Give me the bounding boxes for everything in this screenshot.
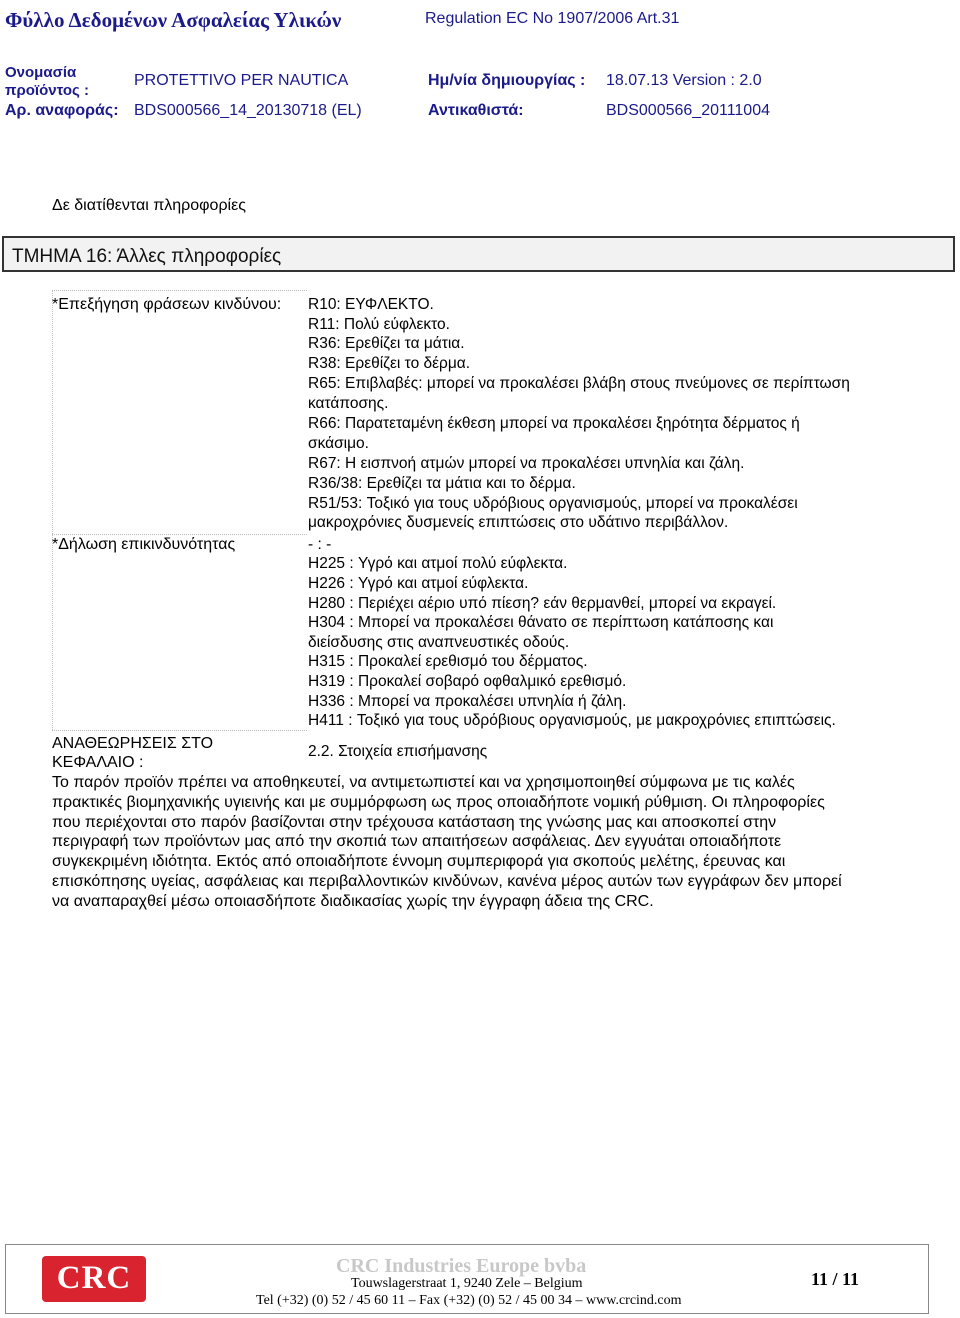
hazard-statement-line: - : - — [308, 536, 332, 553]
disclaimer-line: πρακτικές βιομηχανικής υγιεινής και με συμμόρφωση ως προς οποιαδήποτε νομική ρύθμιση. Οι πληροφορίες — [52, 793, 825, 811]
company-contact: Tel (+32) (0) 52 / 45 60 11 – Fax (+32) (0) 52 / 45 00 34 – www.crcind.com — [256, 1293, 682, 1308]
disclaimer-line: επισκόπησης υγείας, ασφάλειας και περιβαλλοντικών κινδύνων, κανένα μέρος αυτών των εγγράφων δεν μπορεί — [52, 872, 842, 890]
hazard-statement-line: H304 : Μπορεί να προκαλέσει θάνατο σε περίπτωση κατάποσης και — [308, 614, 774, 631]
hazard-statement-line: διείσδυσης στις αναπνευστικές οδούς. — [308, 634, 570, 651]
no-information-text: Δε διατίθενται πληροφορίες — [52, 197, 246, 214]
risk-phrase-line: R10: ΕΥΦΛΕΚΤΟ. — [308, 296, 434, 313]
logo-text: CRC — [56, 1260, 132, 1296]
page-number: 11 / 11 — [811, 1269, 860, 1289]
disclaimer-line: να αναπαραχθεί μέσω οποιασδήποτε διαδικασίας χωρίς την έγγραφη άδεια της CRC. — [52, 892, 654, 910]
creation-date: 18.07.13 Version : 2.0 — [606, 72, 762, 89]
risk-phrase-line: μακροχρόνιες δυσμενείς επιπτώσεις στο υδάτινο περιβάλλον. — [308, 514, 729, 531]
table-divider — [52, 290, 307, 291]
replaces-number: BDS000566_20111004 — [606, 102, 770, 119]
risk-phrase-line: R66: Παρατεταμένη έκθεση μπορεί να προκαλέσει ξηρότητα δέρματος ή — [308, 415, 800, 432]
section-title: ΤΜΗΜΑ 16: Άλλες πληροφορίες — [12, 246, 282, 267]
table-divider — [52, 534, 307, 535]
risk-phrase-line: R67: Η εισπνοή ατμών μπορεί να προκαλέσει υπνηλία και ζάλη. — [308, 455, 745, 472]
section-16-header — [2, 236, 955, 272]
product-name-label: Ονομασία προϊόντος : — [5, 64, 90, 99]
page-footer — [5, 1244, 929, 1314]
document-header — [0, 0, 960, 128]
disclaimer-line: συγκεκριμένη ιδιότητα. Εκτός από οποιαδήποτε έννομη συμπεριφορά για σκοπούς μελέτης, έρευνας και — [52, 853, 786, 871]
reference-number: BDS000566_14_20130718 (EL) — [134, 102, 362, 119]
product-name: PROTETTIVO PER NAUTICA — [134, 72, 349, 89]
risk-phrase-line: R38: Ερεθίζει το δέρμα. — [308, 355, 471, 372]
creation-date-label: Ημ/νία δημιουργίας : — [428, 72, 586, 89]
hazard-statement-line: H225 : Υγρό και ατμοί πολύ εύφλεκτα. — [308, 555, 568, 572]
table-divider — [52, 290, 53, 730]
hazard-statement-line: H315 : Προκαλεί ερεθισμό του δέρματος. — [308, 653, 588, 670]
revisions-value: 2.2. Στοιχεία επισήμανσης — [308, 743, 488, 760]
hazard-statements-label: *Δήλωση επικινδυνότητας — [52, 536, 236, 553]
hazard-statement-line: H319 : Προκαλεί σοβαρό οφθαλμικό ερεθισμό. — [308, 673, 627, 690]
risk-phrase-line: R11: Πολύ εύφλεκτο. — [308, 316, 450, 333]
hazard-statement-line: H336 : Μπορεί να προκαλέσει υπνηλία ή ζάλη. — [308, 693, 627, 710]
reference-label: Αρ. αναφοράς: — [5, 102, 119, 119]
hazard-statement-line: H280 : Περιέχει αέριο υπό πίεση? εάν θερμανθεί, μπορεί να εκραγεί. — [308, 595, 777, 612]
risk-phrases-label: *Επεξήγηση φράσεων κινδύνου: — [52, 296, 282, 313]
disclaimer-paragraph — [52, 773, 912, 912]
regulation-reference: Regulation EC No 1907/2006 Art.31 — [425, 10, 680, 27]
risk-phrase-line: R36: Ερεθίζει τα μάτια. — [308, 335, 465, 352]
crc-logo — [42, 1256, 146, 1302]
hazard-statement-line: H226 : Υγρό και ατμοί εύφλεκτα. — [308, 575, 529, 592]
replaces-label: Αντικαθιστά: — [428, 102, 524, 119]
disclaimer-line: που περιέχονται στο παρόν βασίζονται στην τρέχουσα κατάσταση της γνώσης μας και αποσκοπεί στην — [52, 813, 777, 831]
hazard-statement-line: H411 : Τοξικό για τους υδρόβιους οργανισμούς, με μακροχρόνιες επιπτώσεις. — [308, 712, 836, 729]
document-title: Φύλλο Δεδομένων Ασφαλείας Υλικών — [5, 8, 342, 32]
company-name: CRC Industries Europe bvba — [336, 1255, 587, 1277]
revisions-label: ΑΝΑΘΕΩΡΗΣΕΙΣ ΣΤΟ ΚΕΦΑΛΑΙΟ : — [52, 735, 214, 771]
risk-phrase-line: R51/53: Τοξικό για τους υδρόβιους οργανισμούς, μπορεί να προκαλέσει — [308, 495, 798, 512]
risk-phrase-line: R65: Επιβλαβές: μπορεί να προκαλέσει βλάβη στους πνεύμονες σε περίπτωση — [308, 375, 850, 392]
risk-phrase-line: R36/38: Ερεθίζει τα μάτια και το δέρμα. — [308, 475, 576, 492]
table-divider — [52, 730, 307, 731]
risk-phrase-line: σκάσιμο. — [308, 435, 369, 452]
disclaimer-line: περιγραφή των προϊόντων μας από την σκοπιά των απαιτήσεων ασφάλειας. Δεν εγγυάται οποιαδήποτε — [52, 833, 782, 851]
company-address: Touwslagerstraat 1, 9240 Zele – Belgium — [351, 1276, 583, 1291]
disclaimer-line: Το παρόν προϊόν πρέπει να αποθηκευτεί, να αντιμετωπιστεί και να χρησιμοποιηθεί σύμφωνα με τις καλές — [52, 774, 795, 791]
risk-phrase-line: κατάποσης. — [308, 395, 389, 412]
